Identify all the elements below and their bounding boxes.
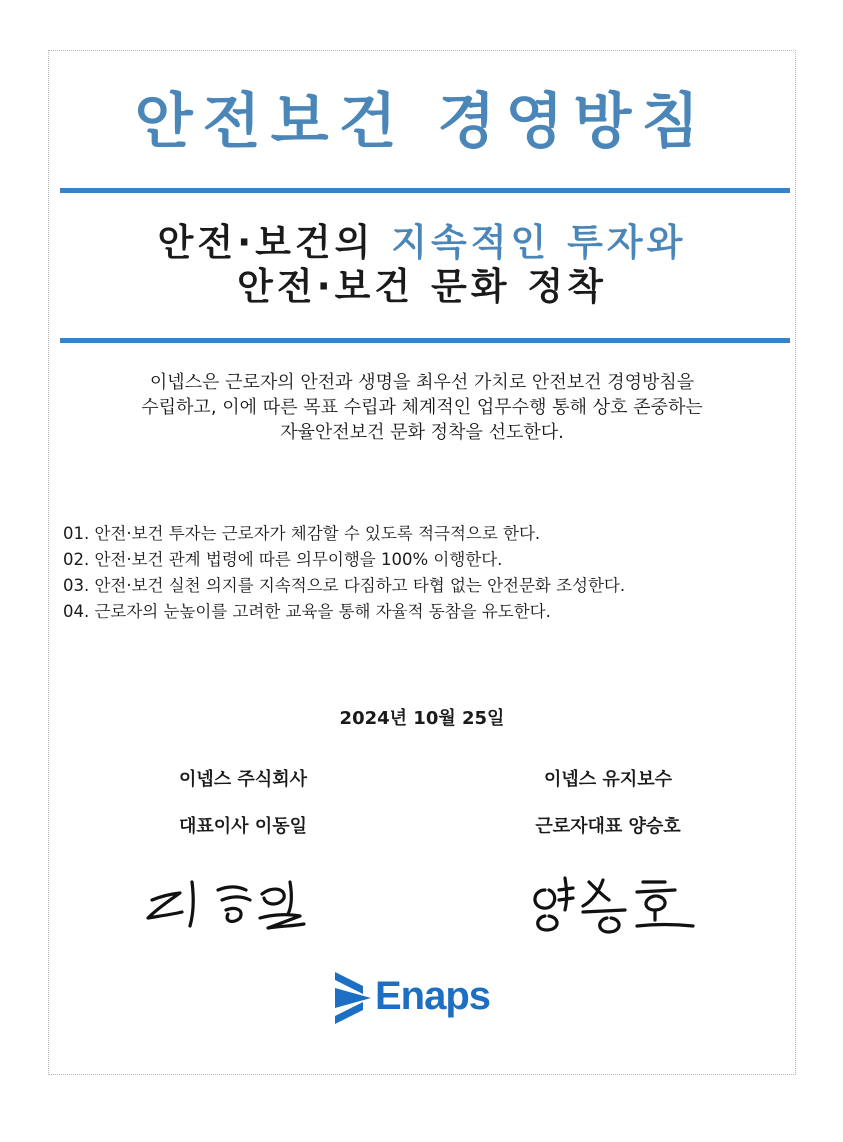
policy-item: 03. 안전·보건 실천 의지를 지속적으로 다짐하고 타협 없는 안전문화 조성한다. — [63, 576, 626, 595]
signature-right — [525, 860, 705, 940]
policy-list — [63, 521, 783, 625]
signatory-left-company: 이넵스 주식회사 — [179, 769, 307, 790]
signatory-left-title: 대표이사 이동일 — [179, 816, 307, 837]
intro-line: 이넵스은 근로자의 안전과 생명을 최우선 가치로 안전보건 경영방침을 — [149, 372, 695, 393]
issue-date: 2024년 10월 25일 — [339, 708, 505, 729]
subtitle-blue-text: 지속적인 투자와 — [391, 221, 687, 264]
signatory-right-title: 근로자대표 양승호 — [535, 816, 681, 837]
policy-item: 01. 안전·보건 투자는 근로자가 체감할 수 있도록 적극적으로 한다. — [63, 524, 541, 543]
intro-line: 자율안전보건 문화 정착을 선도한다. — [280, 422, 564, 443]
logo-wordmark: Enaps — [375, 974, 491, 1018]
subtitle-line-2: 안전·보건 문화 정착 — [237, 265, 607, 308]
page-title: 안전보건 경영방침 — [134, 87, 710, 157]
intro-line: 수립하고, 이에 따른 목표 수립과 체계적인 업무수행 통해 상호 존중하는 — [141, 397, 703, 418]
intro-paragraph — [48, 370, 796, 445]
signatory-right-company: 이넵스 유지보수 — [544, 769, 672, 790]
divider-bottom — [60, 338, 790, 343]
policy-item: 04. 근로자의 눈높이를 고려한 교육을 통해 자율적 동참을 유도한다. — [63, 602, 551, 621]
subtitle-dark-text: 안전·보건의 — [157, 221, 392, 264]
subtitle-line-1 — [48, 218, 796, 268]
enaps-chevron-logo-icon — [333, 968, 375, 1028]
signature-left — [140, 860, 320, 940]
policy-item: 02. 안전·보건 관계 법령에 따른 의무이행을 100% 이행한다. — [63, 550, 503, 569]
company-logo — [333, 968, 493, 1038]
divider-top — [60, 188, 790, 193]
